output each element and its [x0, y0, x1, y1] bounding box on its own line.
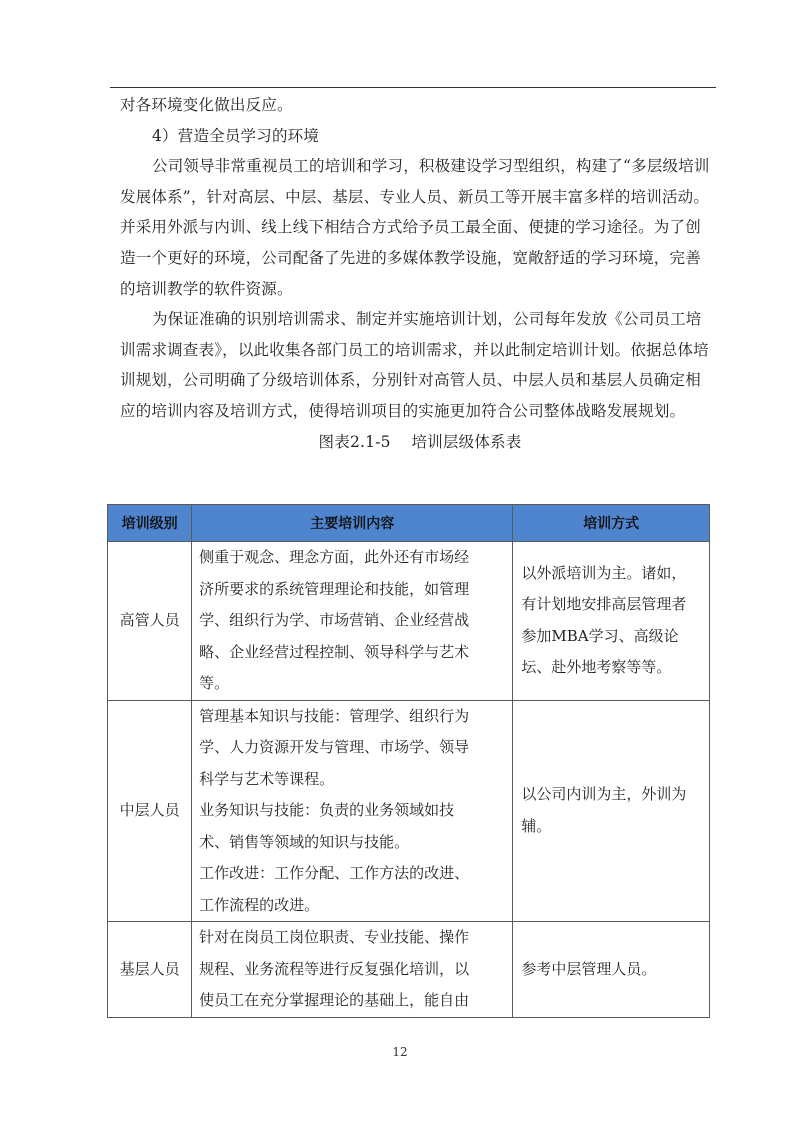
row-method: 以外派培训为主。诸如， 有计划地安排高层管理者 参加MBA学习、高级论 坛、赴外地考察等等。	[513, 542, 710, 701]
row-content: 针对在岗员工岗位职责、专业技能、操作 规程、业务流程等进行反复强化培训，以 使员工在充分掌握理论的基础上，能自由	[192, 922, 513, 1018]
row-level: 基层人员	[108, 922, 192, 1018]
header-content: 主要培训内容	[192, 505, 513, 542]
document-body	[120, 90, 710, 457]
row-content: 侧重于观念、理念方面，此外还有市场经 济所要求的系统管理理论和技能，如管理 学、组织行为学、市场营销、企业经营战 略、企业经营过程控制、领导科学与艺术 等。	[192, 542, 513, 701]
row-method: 以公司内训为主，外训为 辅。	[513, 700, 710, 922]
page-number: 12	[392, 1045, 408, 1059]
row-level: 中层人员	[108, 700, 192, 922]
table-row	[108, 922, 710, 1018]
paragraph-3: 公司领导非常重视员工的培训和学习，积极建设学习型组织，构建了“多层级培训发展体系”，针对高层、中层、基层、专业人员、新员工等开展丰富多样的培训活动。并采用外派与内训、线上线下相结合方式给予员工最全面、便捷的学习途径。为了创造一个更好的环境，公司配备了先进的多媒体教学设施，宽敞舒适的学习环境，完善的培训教学的软件资源。	[120, 157, 710, 298]
header-level: 培训级别	[108, 505, 192, 542]
paragraph-1: 对各环境变化做出反应。	[120, 96, 293, 114]
header-rule	[110, 87, 716, 88]
table-caption: 图表2.1-5 培训层级体系表	[318, 432, 522, 451]
table-row	[108, 700, 710, 922]
paragraph-4: 为保证准确的识别培训需求、制定并实施培训计划，公司每年发放《公司员工培训需求调查表》，以此收集各部门员工的培训需求，并以此制定培训计划。依据总体培训规划，公司明确了分级培训体系，分别针对高管人员、中层人员和基层人员确定相应的培训内容及培训方式，使得培训项目的实施更加符合公司整体战略发展规划。	[120, 310, 709, 420]
table-row	[108, 542, 710, 701]
row-level: 高管人员	[108, 542, 192, 701]
row-method: 参考中层管理人员。	[513, 922, 710, 1018]
section-heading: 4）营造全员学习的环境	[152, 126, 320, 145]
header-method: 培训方式	[513, 505, 710, 542]
training-level-table	[107, 504, 710, 1018]
table-header-row	[108, 505, 710, 542]
row-content: 管理基本知识与技能：管理学、组织行为 学、人力资源开发与管理、市场学、领导 科学与艺术等课程。 业务知识与技能：负责的业务领域如技 术、销售等领域的知识与技能。 工作改进：工作分配、工作方法的改进、 工作流程的改进。	[192, 700, 513, 922]
